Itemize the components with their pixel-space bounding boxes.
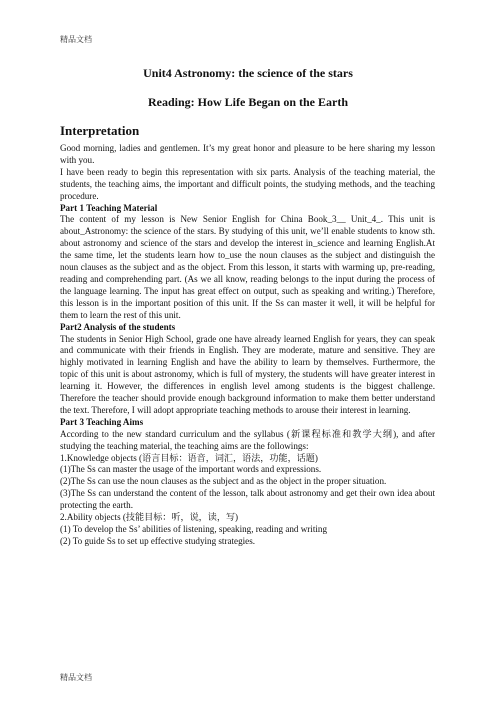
paragraph: According to the new standard curriculum and the syllabus (新课程标准和教学大纲), and after studying the teaching material, the teaching aims are the followings: [60, 428, 435, 451]
paragraph: I have been ready to begin this representation with six parts. Analysis of the teaching material, the students, the teaching aims, the important and difficult points, the studying methods, and the teaching procedure. [60, 166, 435, 201]
part-heading: Part 1 Teaching Material [60, 202, 158, 213]
list-item: (2) To guide Ss to set up effective studying strategies. [60, 535, 256, 546]
part-heading: Part 3 Teaching Aims [60, 416, 144, 427]
list-item: (1) To develop the Ss’ abilities of listening, speaking, reading and writing [60, 524, 327, 534]
document-subtitle: Reading: How Life Began on the Earth [147, 95, 348, 109]
list-item: 1.Knowledge objects (语言目标：语音，词汇，语法，功能，话题) [60, 452, 318, 463]
list-item: 2.Ability objects (技能目标：听，说，读，写) [60, 512, 239, 523]
list-item: (2)The Ss can use the noun clauses as the subject and as the object in the proper situation. [60, 476, 387, 487]
paragraph: Good morning, ladies and gentlemen. It’s my great honor and pleasure to be here sharing my lesson with you. [60, 143, 435, 165]
list-item: (1)The Ss can master the usage of the important words and expressions. [60, 464, 322, 475]
list-item: (3)The Ss can understand the content of the lesson, talk about astronomy and get their own idea about protecting the earth. [60, 488, 435, 511]
footer-watermark: 精品文档 [60, 673, 92, 682]
document-body [60, 143, 435, 548]
document-title: Unit4 Astronomy: the science of the stars [143, 66, 353, 80]
section-heading: Interpretation [60, 123, 140, 138]
header-watermark: 精品文档 [60, 35, 92, 44]
paragraph: The students in Senior High School, grade one have already learned English for years, they can speak and communicate with their friends in English. They are moderate, mature and sensitive. They are highly motivated in learning English and have the ability to learn by themselves. Furthermore, the topic of this unit is about astronomy, which is full of mystery, the students will have greater interest in learning it. However, the differences in english level among students is the biggest challenge. Therefore the teacher should provide enough background information to make them better understand the text. Therefore, I will adopt appropriate teaching methods to arouse their interest in learning. [60, 333, 435, 415]
part-heading: Part2 Analysis of the students [60, 321, 176, 332]
paragraph: The content of my lesson is New Senior English for China Book_3__ Unit_4_. This unit is about_Astronomy: the science of the stars. By studying of this unit, we’ll enable students to know sth. about astronomy and science of the stars and develop the interest in_science and learning English.At the same time, let the students learn how to_use the noun clauses as the subject and distinguish the noun clauses as the subject and as the object. From this lesson, it starts with warming up, pre-reading, reading and comprehending part. (As we all know, reading belongs to the input during the process of the language learning. The input has great effect on output, such as speaking and writing.) Therefore, this lesson is in the important position of this unit. If the Ss can master it well, it will be helpful for them to learn the rest of this unit. [60, 214, 435, 320]
